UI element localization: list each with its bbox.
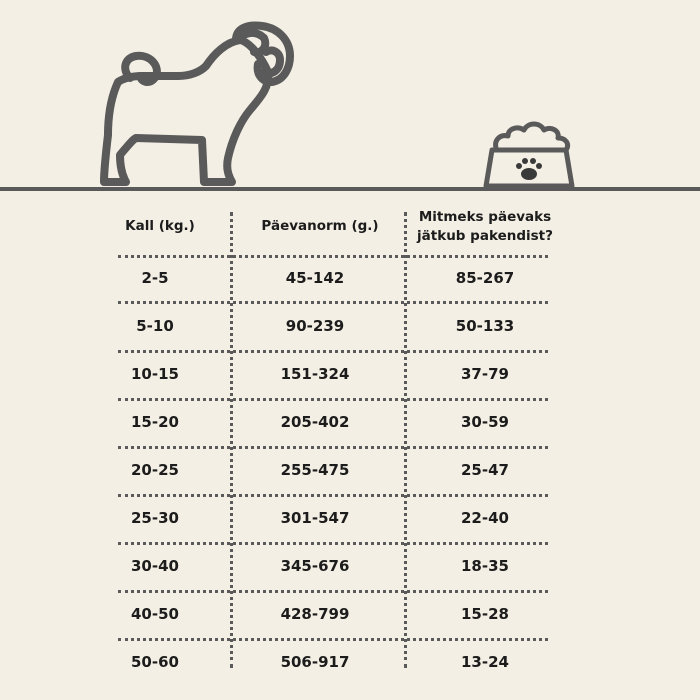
table-cell-daily: 151-324 (280, 365, 350, 383)
row-separator (118, 255, 548, 258)
table-cell-remaining: 85-267 (455, 269, 515, 287)
row-separator (118, 542, 548, 545)
table-cell-remaining: 30-59 (461, 413, 509, 431)
table-cell-weight: 40-50 (131, 605, 179, 623)
table-cell-weight: 5-10 (136, 317, 174, 335)
table-cell-daily: 428-799 (280, 605, 350, 623)
table-cell-remaining: 25-47 (461, 461, 509, 479)
table-cell-remaining: 50-133 (455, 317, 515, 335)
table-cell-daily: 205-402 (280, 413, 350, 431)
table-cell-daily: 45-142 (285, 269, 345, 287)
header-remaining (406, 208, 564, 246)
row-separator (118, 446, 548, 449)
header-daily: Päevanorm (g.) (261, 218, 379, 234)
table-cell-remaining: 18-35 (461, 557, 509, 575)
table-cell-weight: 20-25 (131, 461, 179, 479)
header-remaining-line2: jätkub pakendist? (417, 228, 553, 244)
row-separator (118, 301, 548, 304)
table-cell-remaining: 15-28 (461, 605, 509, 623)
table-cell-remaining: 37-79 (461, 365, 509, 383)
table-cell-weight: 2-5 (141, 269, 169, 287)
row-separator (118, 494, 548, 497)
row-separator (118, 398, 548, 401)
table-cell-daily: 345-676 (280, 557, 350, 575)
table-cell-daily: 301-547 (280, 509, 350, 527)
row-separator (118, 350, 548, 353)
row-separator (118, 590, 548, 593)
table-cell-weight: 10-15 (131, 365, 179, 383)
table-cell-weight: 30-40 (131, 557, 179, 575)
table-cell-remaining: 13-24 (461, 653, 509, 671)
header-remaining-line1: Mitmeks päevaks (418, 209, 552, 225)
table-cell-daily: 506-917 (280, 653, 350, 671)
row-separator (118, 638, 548, 641)
table-cell-remaining: 22-40 (461, 509, 509, 527)
table-cell-weight: 25-30 (131, 509, 179, 527)
header-weight: Kall (kg.) (125, 218, 195, 234)
table-cell-daily: 255-475 (280, 461, 350, 479)
column-divider-1 (230, 212, 233, 668)
table-cell-weight: 15-20 (131, 413, 179, 431)
column-divider-2 (404, 212, 407, 668)
table-cell-daily: 90-239 (285, 317, 345, 335)
table-cell-weight: 50-60 (131, 653, 179, 671)
